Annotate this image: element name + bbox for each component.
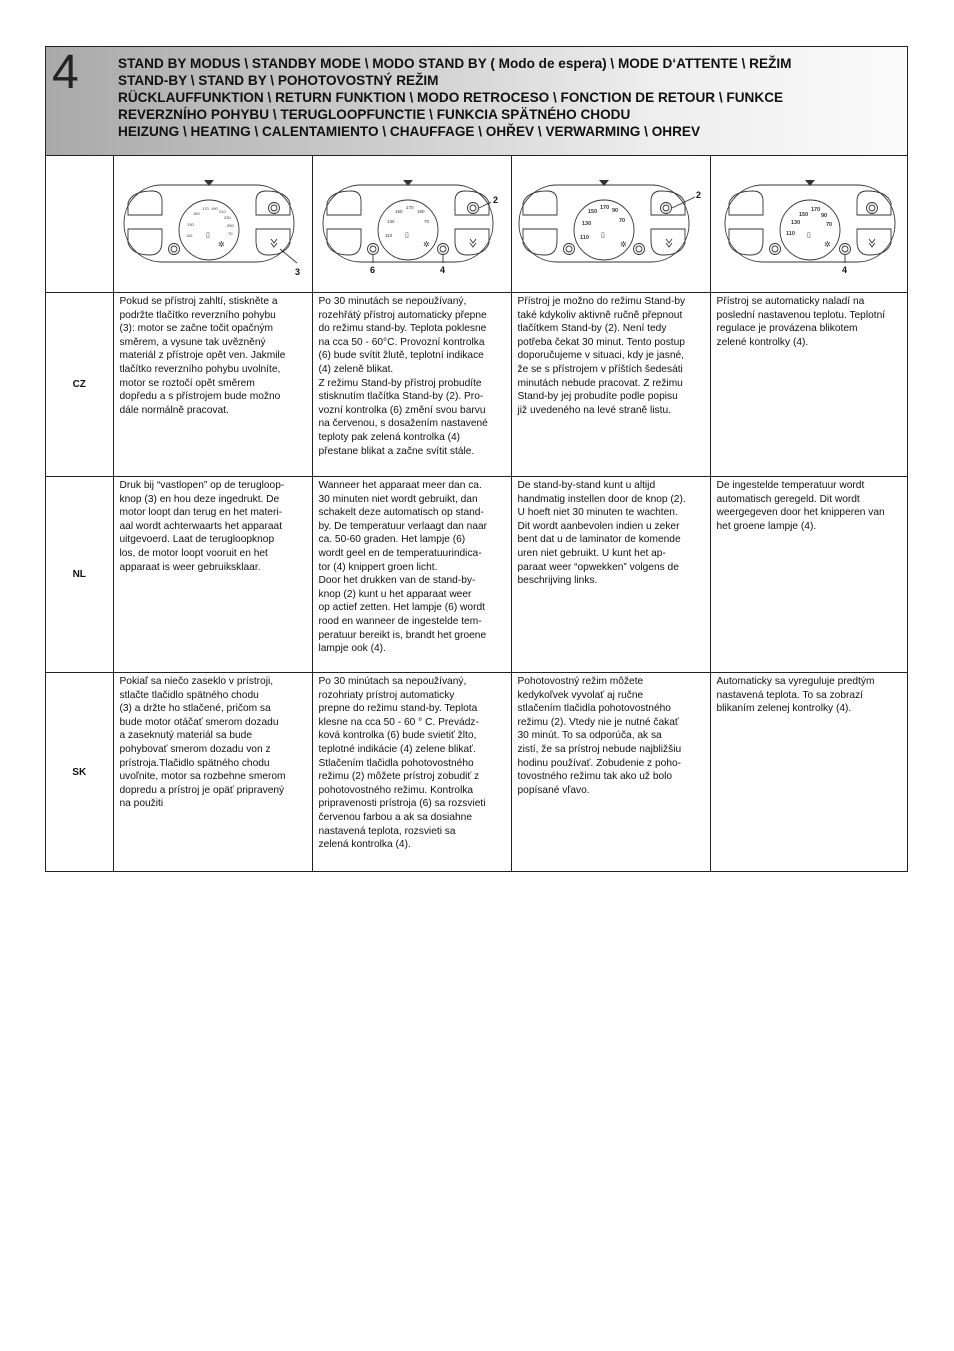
language-row-cz bbox=[46, 293, 907, 477]
dial-label: 110 bbox=[185, 233, 192, 238]
callout-number: 3 bbox=[294, 267, 300, 277]
dial-label: 170 bbox=[405, 205, 414, 210]
instruction-cell bbox=[113, 293, 312, 477]
dial-label: 130 bbox=[581, 221, 591, 227]
instruction-cell bbox=[312, 673, 511, 872]
callout-number: 4 bbox=[439, 265, 445, 275]
dial-label: 150 bbox=[798, 212, 808, 218]
control-panel-diagram bbox=[711, 155, 908, 292]
instruction-text: Druk bij “vastlopen” op de terugloop- knop (3) en hou deze ingedrukt. De motor loopt dan terug en het materi- aal wordt achterwaarts het apparaat uitgevoerd. Laat de terugloopknop los, de motor loopt vooruit en het apparaat is weer gebruiksklaar. bbox=[119, 480, 285, 573]
instruction-cell bbox=[312, 477, 511, 673]
header-line: STAND BY MODUS \ STANDBY MODE \ MODO STAND BY ( Modo de espera) \ MODE D‘ATTENTE \ REŽIM bbox=[118, 56, 792, 71]
instruction-text: Pohotovostný režim môžete kedykoľvek vyvolať aj ručne stlačením tlačidla pohotovostného režimu (2). Vtedy nie je nutné čakať 30 minút. To sa odporúča, ak sa zistí, že sa prístroj nebude najbližšiu hodinu používať. Zobudenie z poho- tovostného režimu tak ako už bolo popísané vľavo. bbox=[517, 676, 682, 796]
instruction-cell bbox=[312, 293, 511, 477]
callout-number: 2 bbox=[695, 190, 701, 200]
header-line: RÜCKLAUFFUNKTION \ RETURN FUNKTION \ MODO RETROCESO \ FONCTION DE RETOUR \ FUNKCE bbox=[118, 90, 784, 105]
dial-label: 130 bbox=[186, 222, 194, 227]
language-row-sk bbox=[46, 673, 907, 872]
section-title bbox=[118, 55, 898, 140]
dial-label: 70 bbox=[227, 231, 232, 236]
diagram-cell bbox=[710, 155, 907, 293]
diagram-row bbox=[46, 155, 907, 293]
instruction-text: Přístroj je možno do režimu Stand-by také kdykoliv aktivně ručně přepnout tlačítkem Stand-by (2). Není tedy potřeba čekat 30 minut. Tento postup doporučujeme v situaci, kdy je jasné, že se s přístrojem v příštích šedesáti minutách nebude pracovat. Z režimu Stand-by jej probudíte podle popisu již uvedeného na levé straně listu. bbox=[517, 296, 686, 416]
instruction-text: Automaticky sa vyreguluje predtým nastavená teplota. To sa zobrazí blikaním zelenej kontrolky (4). bbox=[716, 676, 875, 715]
instruction-cell bbox=[710, 477, 907, 673]
instruction-text: Pokud se přístroj zahltí, stiskněte a podržte tlačítko reverzního pohybu (3): motor se začne točit opačným směrem, a vysune tak uvězněný materiál z přístroje opět ven. Jakmile tlačítko reverzního pohybu uvolníte, motor se roztočí opět směrem dopředu a s přístrojem bude možno dále normálně pracovat. bbox=[119, 296, 286, 416]
dial-label: 90 bbox=[611, 208, 618, 214]
dial-label: 250 bbox=[226, 223, 234, 228]
empty-lang-cell bbox=[46, 155, 113, 293]
header-line: HEIZUNG \ HEATING \ CALENTAMIENTO \ CHAUFFAGE \ OHŘEV \ VERWARMING \ OHREV bbox=[118, 124, 701, 139]
diagram-cell bbox=[511, 155, 710, 293]
dial-label: 130 bbox=[790, 220, 800, 226]
thermometer-icon: ▯ bbox=[205, 232, 210, 239]
instruction-cell bbox=[113, 477, 312, 673]
dial-label: 90 bbox=[820, 213, 827, 219]
header-line: REVERZNÍHO POHYBU \ TERUGLOOPFUNCTIE \ FUNKCIA SPÄTNÉHO CHODU bbox=[118, 107, 631, 122]
instruction-text: Po 30 minutách se nepoužívaný, rozehřátý přístroj automaticky přepne do režimu stand-by. Teplota poklesne na cca 50 - 60°C. Provozní kontrolka (6) bude svítit žlutě, teplotní indikace (4) zeleně blikat. Z režimu Stand-by přístroj probudíte stisknutím tlačítka Stand-by (2). Pro- vozní kontrolka (6) změní svou barvu na červenou, s dosažením nastavené teploty pak zelená kontrolka (4) přestane blikat a začne svítit stále. bbox=[318, 296, 488, 457]
instruction-cell bbox=[710, 673, 907, 872]
instruction-table bbox=[46, 155, 907, 872]
language-code: CZ bbox=[46, 293, 113, 477]
control-panel-diagram bbox=[512, 155, 711, 292]
language-code: SK bbox=[46, 673, 113, 872]
control-panel-diagram bbox=[313, 155, 512, 292]
dial-label: 110 bbox=[384, 233, 392, 238]
diagram-cell bbox=[312, 155, 511, 293]
header-line: STAND-BY \ STAND BY \ POHOTOVOSTNÝ REŽIM bbox=[118, 73, 439, 88]
dial-label: 190 bbox=[210, 206, 218, 211]
callout-number: 4 bbox=[841, 265, 847, 275]
dial-label: 170 bbox=[810, 207, 820, 213]
dial-label: 70 bbox=[825, 222, 832, 228]
section-frame bbox=[45, 46, 908, 872]
instruction-cell bbox=[710, 293, 907, 477]
dial-label: 170 bbox=[201, 206, 209, 211]
dial-label: 130 bbox=[386, 219, 395, 224]
section-number: 4 bbox=[52, 46, 79, 99]
dial-label: 110 bbox=[579, 235, 589, 241]
instruction-cell bbox=[113, 673, 312, 872]
snowflake-icon: ✲ bbox=[619, 240, 627, 249]
dial-label: 190 bbox=[416, 209, 425, 214]
dial-label: 150 bbox=[394, 209, 403, 214]
dial-label: 110 bbox=[785, 231, 795, 237]
instruction-text: Pokiaľ sa niečo zaseklo v prístroji, stlačte tlačidlo spätného chodu (3) a držte ho stlačené, pričom sa bude motor otáčať smerom dozadu a zaseknutý materiál sa bude pohybovať smerom dozadu von z prístroja.Tlačidlo spätného chodu uvoľnite, motor sa rozbehne smerom dopredu a prístroj je opäť pripravený na použiti bbox=[119, 676, 286, 810]
instruction-text: De stand-by-stand kunt u altijd handmatig instellen door de knop (2). U hoeft niet 30 minuten te wachten. Dit wordt aanbevolen indien u zeker bent dat u de laminator de komende uren niet gebruikt. U kunt het ap- paraat weer “opwekken” volgens de beschrijving links. bbox=[517, 480, 686, 587]
dial-label: 170 bbox=[599, 205, 609, 211]
instruction-cell bbox=[511, 293, 710, 477]
instruction-cell bbox=[511, 673, 710, 872]
control-panel-diagram bbox=[114, 155, 313, 292]
thermometer-icon: ▯ bbox=[404, 232, 409, 239]
instruction-text: De ingestelde temperatuur wordt automatisch geregeld. Dit wordt weergegeven door het knipperen van het groene lampje (4). bbox=[716, 480, 885, 532]
dial-label: 150 bbox=[192, 211, 200, 216]
callout-number: 6 bbox=[369, 265, 375, 275]
diagram-cell bbox=[113, 155, 312, 293]
language-row-nl bbox=[46, 477, 907, 673]
instruction-cell bbox=[511, 477, 710, 673]
dial-label: 150 bbox=[587, 209, 597, 215]
thermometer-icon: ▯ bbox=[806, 232, 811, 239]
snowflake-icon: ✲ bbox=[422, 240, 430, 249]
dial-label: 70 bbox=[618, 218, 625, 224]
thermometer-icon: ▯ bbox=[600, 232, 605, 239]
instruction-text: Přístroj se automaticky naladí na poslední nastavenou teplotu. Teplotní regulace je provázena blikotem zelené kontrolky (4). bbox=[716, 296, 886, 348]
dial-label: 70 bbox=[423, 219, 429, 224]
section-header bbox=[46, 47, 907, 156]
dial-label: 230 bbox=[223, 215, 231, 220]
instruction-text: Po 30 minútach sa nepoužívaný, rozohriaty prístroj automaticky prepne do režimu stand-by. Teplota klesne na cca 50 - 60 ° C. Prevádz- ková kontrolka (6) bude svietiť žlto, teplotné indikácie (4) zelene blikať. Stlačením tlačidla pohotovostného režimu (2) môžete prístroj zobudiť z pohotovostného režimu. Kontrolka pripravenosti prístroja (6) sa rozsvieti červenou farbou a ak sa dosiahne nastavená teplota, rozsvieti sa zelená kontrolka (4). bbox=[318, 676, 486, 851]
snowflake-icon: ✲ bbox=[823, 240, 831, 249]
language-code: NL bbox=[46, 477, 113, 673]
dial-label: 210 bbox=[218, 209, 226, 214]
snowflake-icon: ✲ bbox=[217, 240, 225, 249]
instruction-text: Wanneer het apparaat meer dan ca. 30 minuten niet wordt gebruikt, dan schakelt deze automatisch op stand- by. De temperatuur verlaagt dan naar ca. 50-60 graden. Het lampje (6) wordt geel en de temperatuurindica- tor (4) knippert groen licht. Door het drukken van de stand-by- knop (2) kunt u het apparaat weer op actief zetten. Het lampje (6) wordt rood en wanneer de ingestelde tem- peratuur bereikt is, brandt het groene lampje ook (4). bbox=[318, 480, 488, 655]
callout-number: 2 bbox=[492, 195, 498, 205]
